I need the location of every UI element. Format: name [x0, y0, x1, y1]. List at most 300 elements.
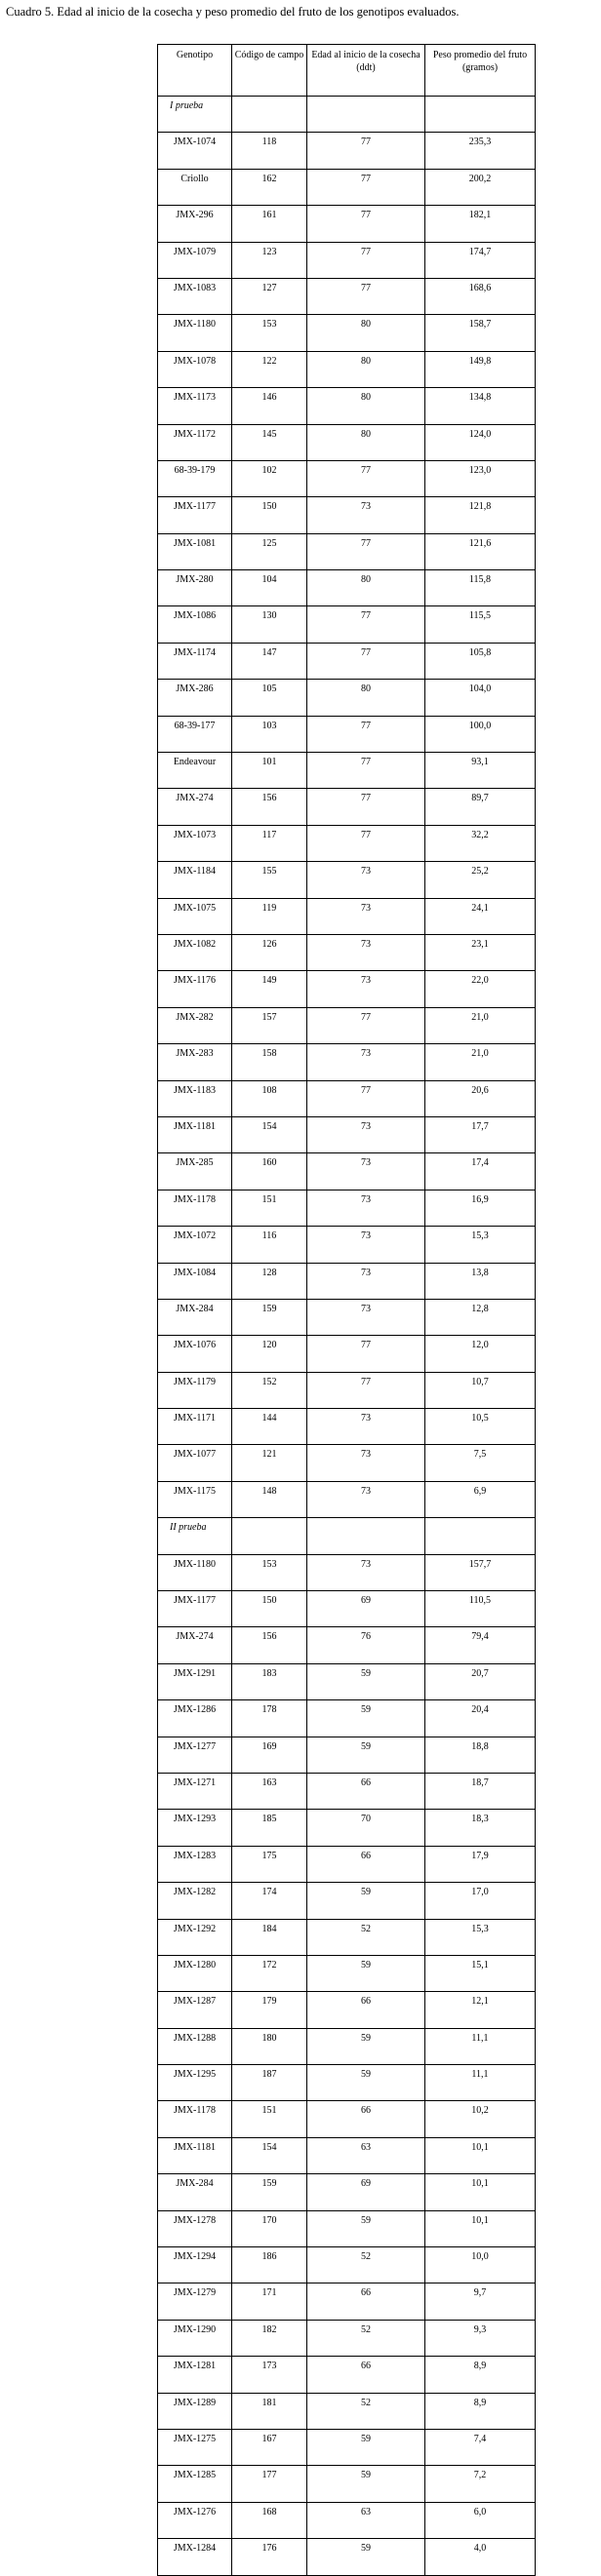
table-row — [158, 497, 536, 533]
table-row — [158, 1883, 536, 1919]
cell-edad-cosecha: 59 — [307, 1700, 425, 1737]
cell-genotipo: JMX-1077 — [158, 1445, 232, 1481]
table-row — [158, 1227, 536, 1263]
table-row — [158, 680, 536, 716]
cell-codigo-campo: 102 — [232, 460, 307, 496]
cell-edad-cosecha: 73 — [307, 862, 425, 898]
cell-edad-cosecha: 77 — [307, 606, 425, 643]
cell-peso-promedio: 79,4 — [425, 1627, 536, 1663]
cell-edad-cosecha: 77 — [307, 1007, 425, 1043]
cell-edad-cosecha: 73 — [307, 934, 425, 970]
cell-peso-promedio: 10,1 — [425, 2210, 536, 2246]
section-empty-cell — [425, 1518, 536, 1554]
cell-genotipo: JMX-1072 — [158, 1227, 232, 1263]
cell-edad-cosecha: 80 — [307, 388, 425, 424]
genotype-table — [157, 44, 536, 2576]
cell-genotipo: JMX-1177 — [158, 1591, 232, 1627]
cell-genotipo: JMX-1177 — [158, 497, 232, 533]
cell-edad-cosecha: 77 — [307, 825, 425, 861]
cell-genotipo: JMX-296 — [158, 206, 232, 242]
table-row — [158, 242, 536, 278]
cell-codigo-campo: 161 — [232, 206, 307, 242]
cell-edad-cosecha: 76 — [307, 1627, 425, 1663]
cell-edad-cosecha: 66 — [307, 2101, 425, 2137]
table-row — [158, 1846, 536, 1882]
cell-edad-cosecha: 80 — [307, 424, 425, 460]
cell-genotipo: JMX-1280 — [158, 1955, 232, 1991]
cell-edad-cosecha: 73 — [307, 1409, 425, 1445]
table-row — [158, 862, 536, 898]
cell-edad-cosecha: 73 — [307, 1190, 425, 1226]
table-row — [158, 2283, 536, 2320]
cell-genotipo: JMX-1171 — [158, 1409, 232, 1445]
section-title: II prueba — [158, 1518, 232, 1554]
cell-peso-promedio: 168,6 — [425, 278, 536, 314]
cell-peso-promedio: 7,5 — [425, 1445, 536, 1481]
cell-edad-cosecha: 59 — [307, 2539, 425, 2575]
cell-genotipo: JMX-1081 — [158, 533, 232, 569]
cell-peso-promedio: 12,0 — [425, 1336, 536, 1372]
cell-genotipo: JMX-1076 — [158, 1336, 232, 1372]
table-row — [158, 1773, 536, 1809]
cell-edad-cosecha: 69 — [307, 2174, 425, 2210]
cell-peso-promedio: 10,5 — [425, 1409, 536, 1445]
cell-genotipo: JMX-1173 — [158, 388, 232, 424]
cell-edad-cosecha: 63 — [307, 2502, 425, 2538]
cell-peso-promedio: 18,7 — [425, 1773, 536, 1809]
cell-peso-promedio: 18,3 — [425, 1810, 536, 1846]
cell-peso-promedio: 20,6 — [425, 1080, 536, 1116]
cell-codigo-campo: 173 — [232, 2357, 307, 2393]
cell-peso-promedio: 121,8 — [425, 497, 536, 533]
cell-edad-cosecha: 73 — [307, 898, 425, 934]
cell-edad-cosecha: 59 — [307, 1663, 425, 1699]
cell-genotipo: JMX-1180 — [158, 1554, 232, 1590]
table-row — [158, 1080, 536, 1116]
section-empty-cell — [232, 1518, 307, 1554]
cell-codigo-campo: 167 — [232, 2430, 307, 2466]
cell-genotipo: JMX-1285 — [158, 2466, 232, 2502]
cell-genotipo: JMX-274 — [158, 789, 232, 825]
cell-genotipo: 68-39-177 — [158, 716, 232, 752]
cell-genotipo: JMX-1277 — [158, 1737, 232, 1773]
table-row — [158, 2502, 536, 2538]
cell-edad-cosecha: 73 — [307, 1481, 425, 1517]
cell-genotipo: JMX-1181 — [158, 1116, 232, 1152]
cell-genotipo: JMX-1078 — [158, 351, 232, 387]
cell-genotipo: JMX-1288 — [158, 2028, 232, 2064]
cell-codigo-campo: 152 — [232, 1372, 307, 1408]
cell-edad-cosecha: 77 — [307, 1080, 425, 1116]
cell-codigo-campo: 148 — [232, 1481, 307, 1517]
cell-genotipo: JMX-1183 — [158, 1080, 232, 1116]
cell-edad-cosecha: 59 — [307, 1883, 425, 1919]
cell-peso-promedio: 17,9 — [425, 1846, 536, 1882]
table-row — [158, 1663, 536, 1699]
cell-codigo-campo: 183 — [232, 1663, 307, 1699]
cell-peso-promedio: 10,2 — [425, 2101, 536, 2137]
cell-genotipo: JMX-1084 — [158, 1263, 232, 1299]
cell-codigo-campo: 103 — [232, 716, 307, 752]
cell-codigo-campo: 174 — [232, 1883, 307, 1919]
cell-edad-cosecha: 70 — [307, 1810, 425, 1846]
table-row — [158, 2539, 536, 2575]
cell-genotipo: JMX-1172 — [158, 424, 232, 460]
cell-codigo-campo: 117 — [232, 825, 307, 861]
cell-peso-promedio: 21,0 — [425, 1007, 536, 1043]
cell-codigo-campo: 171 — [232, 2283, 307, 2320]
cell-genotipo: JMX-1178 — [158, 2101, 232, 2137]
cell-peso-promedio: 200,2 — [425, 169, 536, 205]
header-peso-promedio: Peso promedio del fruto (gramos) — [425, 45, 536, 97]
cell-codigo-campo: 178 — [232, 1700, 307, 1737]
cell-genotipo: JMX-1179 — [158, 1372, 232, 1408]
table-row — [158, 1153, 536, 1190]
cell-codigo-campo: 125 — [232, 533, 307, 569]
cell-peso-promedio: 157,7 — [425, 1554, 536, 1590]
cell-codigo-campo: 180 — [232, 2028, 307, 2064]
cell-codigo-campo: 151 — [232, 2101, 307, 2137]
cell-edad-cosecha: 73 — [307, 1044, 425, 1080]
cell-peso-promedio: 12,1 — [425, 1992, 536, 2028]
cell-genotipo: JMX-1279 — [158, 2283, 232, 2320]
cell-peso-promedio: 11,1 — [425, 2028, 536, 2064]
cell-peso-promedio: 10,1 — [425, 2137, 536, 2173]
cell-edad-cosecha: 73 — [307, 1299, 425, 1335]
cell-peso-promedio: 10,7 — [425, 1372, 536, 1408]
cell-edad-cosecha: 80 — [307, 570, 425, 606]
cell-edad-cosecha: 66 — [307, 1773, 425, 1809]
header-genotipo: Genotipo — [158, 45, 232, 97]
cell-peso-promedio: 6,9 — [425, 1481, 536, 1517]
cell-peso-promedio: 4,0 — [425, 2539, 536, 2575]
table-header — [158, 45, 536, 97]
cell-genotipo: Criollo — [158, 169, 232, 205]
table-row — [158, 1409, 536, 1445]
cell-genotipo: 68-39-179 — [158, 460, 232, 496]
cell-peso-promedio: 174,7 — [425, 242, 536, 278]
cell-peso-promedio: 6,0 — [425, 2502, 536, 2538]
table-row — [158, 2430, 536, 2466]
cell-codigo-campo: 177 — [232, 2466, 307, 2502]
table-row — [158, 1955, 536, 1991]
cell-genotipo: JMX-285 — [158, 1153, 232, 1190]
cell-peso-promedio: 20,4 — [425, 1700, 536, 1737]
cell-genotipo: JMX-1282 — [158, 1883, 232, 1919]
cell-codigo-campo: 170 — [232, 2210, 307, 2246]
cell-codigo-campo: 156 — [232, 1627, 307, 1663]
cell-peso-promedio: 182,1 — [425, 206, 536, 242]
table-row — [158, 643, 536, 679]
table-row — [158, 315, 536, 351]
cell-genotipo: JMX-280 — [158, 570, 232, 606]
cell-codigo-campo: 176 — [232, 2539, 307, 2575]
table-row — [158, 606, 536, 643]
cell-genotipo: JMX-1284 — [158, 2539, 232, 2575]
cell-edad-cosecha: 66 — [307, 1846, 425, 1882]
cell-edad-cosecha: 73 — [307, 971, 425, 1007]
table-row — [158, 2028, 536, 2064]
cell-codigo-campo: 126 — [232, 934, 307, 970]
cell-genotipo: JMX-284 — [158, 2174, 232, 2210]
cell-edad-cosecha: 77 — [307, 1372, 425, 1408]
cell-genotipo: JMX-1278 — [158, 2210, 232, 2246]
cell-peso-promedio: 17,7 — [425, 1116, 536, 1152]
cell-edad-cosecha: 73 — [307, 1263, 425, 1299]
cell-edad-cosecha: 66 — [307, 1992, 425, 2028]
cell-genotipo: JMX-1176 — [158, 971, 232, 1007]
cell-peso-promedio: 7,2 — [425, 2466, 536, 2502]
table-row — [158, 716, 536, 752]
cell-codigo-campo: 150 — [232, 1591, 307, 1627]
header-codigo-campo: Código de campo — [232, 45, 307, 97]
cell-edad-cosecha: 73 — [307, 497, 425, 533]
cell-codigo-campo: 184 — [232, 1919, 307, 1955]
section-title: I prueba — [158, 97, 232, 133]
cell-codigo-campo: 101 — [232, 753, 307, 789]
cell-genotipo: JMX-1292 — [158, 1919, 232, 1955]
cell-genotipo: JMX-1079 — [158, 242, 232, 278]
cell-genotipo: JMX-1181 — [158, 2137, 232, 2173]
cell-codigo-campo: 123 — [232, 242, 307, 278]
cell-peso-promedio: 16,9 — [425, 1190, 536, 1226]
table-row — [158, 898, 536, 934]
cell-peso-promedio: 105,8 — [425, 643, 536, 679]
cell-peso-promedio: 158,7 — [425, 315, 536, 351]
cell-peso-promedio: 123,0 — [425, 460, 536, 496]
table-row — [158, 1007, 536, 1043]
cell-peso-promedio: 115,8 — [425, 570, 536, 606]
table-row — [158, 1116, 536, 1152]
table-row — [158, 169, 536, 205]
cell-codigo-campo: 157 — [232, 1007, 307, 1043]
cell-edad-cosecha: 77 — [307, 533, 425, 569]
table-row — [158, 1700, 536, 1737]
cell-genotipo: JMX-1180 — [158, 315, 232, 351]
cell-peso-promedio: 21,0 — [425, 1044, 536, 1080]
cell-codigo-campo: 185 — [232, 1810, 307, 1846]
cell-edad-cosecha: 52 — [307, 2320, 425, 2356]
cell-edad-cosecha: 59 — [307, 2466, 425, 2502]
cell-codigo-campo: 130 — [232, 606, 307, 643]
cell-codigo-campo: 118 — [232, 133, 307, 169]
cell-edad-cosecha: 77 — [307, 643, 425, 679]
cell-codigo-campo: 159 — [232, 1299, 307, 1335]
cell-genotipo: JMX-1175 — [158, 1481, 232, 1517]
cell-codigo-campo: 147 — [232, 643, 307, 679]
cell-genotipo: JMX-1294 — [158, 2247, 232, 2283]
cell-peso-promedio: 104,0 — [425, 680, 536, 716]
table-caption: Cuadro 5. Edad al inicio de la cosecha y peso promedio del fruto de los genotipos evaluados. — [6, 5, 460, 19]
cell-codigo-campo: 169 — [232, 1737, 307, 1773]
table-row — [158, 278, 536, 314]
table-row — [158, 388, 536, 424]
cell-edad-cosecha: 52 — [307, 1919, 425, 1955]
cell-peso-promedio: 9,7 — [425, 2283, 536, 2320]
cell-edad-cosecha: 80 — [307, 680, 425, 716]
cell-peso-promedio: 89,7 — [425, 789, 536, 825]
cell-genotipo: JMX-1281 — [158, 2357, 232, 2393]
cell-genotipo: JMX-1287 — [158, 1992, 232, 2028]
cell-genotipo: JMX-1290 — [158, 2320, 232, 2356]
cell-codigo-campo: 172 — [232, 1955, 307, 1991]
cell-peso-promedio: 124,0 — [425, 424, 536, 460]
table-row — [158, 1372, 536, 1408]
table-row — [158, 1481, 536, 1517]
table-row — [158, 934, 536, 970]
cell-peso-promedio: 20,7 — [425, 1663, 536, 1699]
cell-edad-cosecha: 69 — [307, 1591, 425, 1627]
cell-codigo-campo: 151 — [232, 1190, 307, 1226]
cell-genotipo: JMX-1082 — [158, 934, 232, 970]
cell-edad-cosecha: 73 — [307, 1445, 425, 1481]
cell-codigo-campo: 108 — [232, 1080, 307, 1116]
cell-codigo-campo: 149 — [232, 971, 307, 1007]
cell-peso-promedio: 12,8 — [425, 1299, 536, 1335]
cell-edad-cosecha: 66 — [307, 2357, 425, 2393]
table-row — [158, 206, 536, 242]
cell-genotipo: JMX-283 — [158, 1044, 232, 1080]
table-row — [158, 1263, 536, 1299]
cell-genotipo: JMX-1073 — [158, 825, 232, 861]
cell-edad-cosecha: 77 — [307, 169, 425, 205]
table-row — [158, 1919, 536, 1955]
cell-peso-promedio: 10,0 — [425, 2247, 536, 2283]
cell-genotipo: JMX-1074 — [158, 133, 232, 169]
cell-genotipo: JMX-1075 — [158, 898, 232, 934]
cell-genotipo: Endeavour — [158, 753, 232, 789]
cell-codigo-campo: 158 — [232, 1044, 307, 1080]
cell-peso-promedio: 18,8 — [425, 1737, 536, 1773]
cell-genotipo: JMX-1276 — [158, 2502, 232, 2538]
table-row — [158, 2065, 536, 2101]
cell-peso-promedio: 23,1 — [425, 934, 536, 970]
section-empty-cell — [307, 1518, 425, 1554]
table-row — [158, 2101, 536, 2137]
cell-edad-cosecha: 59 — [307, 2028, 425, 2064]
cell-peso-promedio: 93,1 — [425, 753, 536, 789]
cell-edad-cosecha: 73 — [307, 1227, 425, 1263]
cell-genotipo: JMX-1271 — [158, 1773, 232, 1809]
table-row — [158, 1044, 536, 1080]
section-empty-cell — [425, 97, 536, 133]
cell-peso-promedio: 22,0 — [425, 971, 536, 1007]
section-row — [158, 1518, 536, 1554]
cell-codigo-campo: 119 — [232, 898, 307, 934]
table-row — [158, 1992, 536, 2028]
cell-edad-cosecha: 59 — [307, 2430, 425, 2466]
cell-edad-cosecha: 73 — [307, 1554, 425, 1590]
cell-peso-promedio: 121,6 — [425, 533, 536, 569]
cell-peso-promedio: 15,3 — [425, 1227, 536, 1263]
cell-codigo-campo: 154 — [232, 1116, 307, 1152]
table-row — [158, 570, 536, 606]
cell-codigo-campo: 160 — [232, 1153, 307, 1190]
cell-edad-cosecha: 66 — [307, 2283, 425, 2320]
cell-codigo-campo: 186 — [232, 2247, 307, 2283]
cell-peso-promedio: 15,3 — [425, 1919, 536, 1955]
cell-edad-cosecha: 77 — [307, 278, 425, 314]
cell-peso-promedio: 110,5 — [425, 1591, 536, 1627]
cell-genotipo: JMX-1086 — [158, 606, 232, 643]
cell-codigo-campo: 105 — [232, 680, 307, 716]
table-row — [158, 2393, 536, 2429]
cell-peso-promedio: 235,3 — [425, 133, 536, 169]
table-row — [158, 2357, 536, 2393]
cell-edad-cosecha: 77 — [307, 242, 425, 278]
cell-codigo-campo: 179 — [232, 1992, 307, 2028]
cell-peso-promedio: 13,8 — [425, 1263, 536, 1299]
cell-codigo-campo: 156 — [232, 789, 307, 825]
cell-edad-cosecha: 77 — [307, 789, 425, 825]
cell-codigo-campo: 144 — [232, 1409, 307, 1445]
cell-codigo-campo: 104 — [232, 570, 307, 606]
table-row — [158, 1627, 536, 1663]
table-row — [158, 1810, 536, 1846]
table-row — [158, 1299, 536, 1335]
cell-peso-promedio: 149,8 — [425, 351, 536, 387]
cell-codigo-campo: 154 — [232, 2137, 307, 2173]
cell-peso-promedio: 25,2 — [425, 862, 536, 898]
cell-codigo-campo: 159 — [232, 2174, 307, 2210]
cell-edad-cosecha: 77 — [307, 133, 425, 169]
cell-peso-promedio: 10,1 — [425, 2174, 536, 2210]
table-row — [158, 971, 536, 1007]
cell-codigo-campo: 116 — [232, 1227, 307, 1263]
cell-codigo-campo: 121 — [232, 1445, 307, 1481]
cell-peso-promedio: 8,9 — [425, 2357, 536, 2393]
cell-genotipo: JMX-1184 — [158, 862, 232, 898]
cell-codigo-campo: 182 — [232, 2320, 307, 2356]
table-row — [158, 1591, 536, 1627]
cell-codigo-campo: 153 — [232, 315, 307, 351]
cell-codigo-campo: 187 — [232, 2065, 307, 2101]
table-row — [158, 133, 536, 169]
cell-genotipo: JMX-274 — [158, 1627, 232, 1663]
cell-edad-cosecha: 59 — [307, 2065, 425, 2101]
cell-codigo-campo: 168 — [232, 2502, 307, 2538]
cell-peso-promedio: 24,1 — [425, 898, 536, 934]
cell-codigo-campo: 155 — [232, 862, 307, 898]
cell-edad-cosecha: 73 — [307, 1116, 425, 1152]
table-row — [158, 2210, 536, 2246]
cell-edad-cosecha: 73 — [307, 1153, 425, 1190]
cell-genotipo: JMX-1295 — [158, 2065, 232, 2101]
table-row — [158, 424, 536, 460]
cell-peso-promedio: 134,8 — [425, 388, 536, 424]
table-row — [158, 351, 536, 387]
cell-genotipo: JMX-282 — [158, 1007, 232, 1043]
cell-genotipo: JMX-1286 — [158, 1700, 232, 1737]
cell-peso-promedio: 115,5 — [425, 606, 536, 643]
cell-edad-cosecha: 80 — [307, 351, 425, 387]
table-row — [158, 1190, 536, 1226]
table-row — [158, 789, 536, 825]
table-row — [158, 1445, 536, 1481]
table-row — [158, 2137, 536, 2173]
cell-peso-promedio: 7,4 — [425, 2430, 536, 2466]
cell-edad-cosecha: 52 — [307, 2393, 425, 2429]
table-row — [158, 1554, 536, 1590]
cell-edad-cosecha: 59 — [307, 1737, 425, 1773]
cell-edad-cosecha: 63 — [307, 2137, 425, 2173]
cell-genotipo: JMX-1283 — [158, 1846, 232, 1882]
table-row — [158, 460, 536, 496]
table-body — [158, 97, 536, 2576]
section-empty-cell — [307, 97, 425, 133]
table-row — [158, 533, 536, 569]
cell-codigo-campo: 127 — [232, 278, 307, 314]
